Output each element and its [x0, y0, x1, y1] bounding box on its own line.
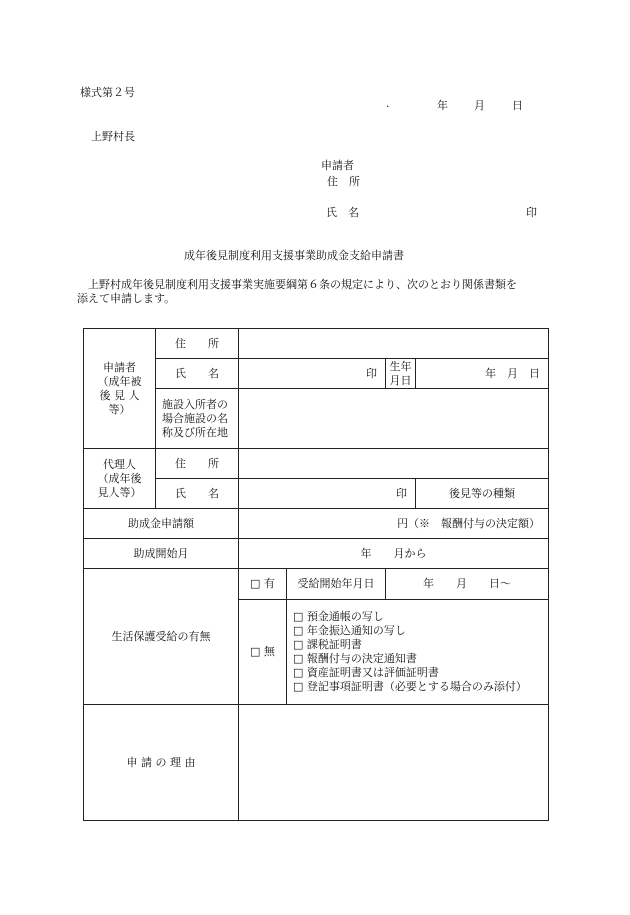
application-table [83, 328, 549, 821]
birthdate-field[interactable]: 年 月 日 [416, 359, 549, 389]
reason-label: 申 請 の 理 由 [84, 705, 239, 821]
addressee: 上野村長 [91, 130, 135, 143]
welfare-no-checkbox[interactable]: □ 無 [239, 600, 287, 705]
applicant-seal: 印 [526, 206, 537, 219]
document-item[interactable]: □ 課税証明書 [293, 638, 362, 651]
applicant-name-field[interactable] [239, 359, 386, 389]
facility-field[interactable] [239, 389, 549, 449]
applicant-address-field[interactable] [239, 329, 549, 359]
agent-name-cell-label: 氏 名 [156, 479, 239, 509]
grant-start-label: 助成開始月 [84, 539, 239, 569]
welfare-label: 生活保護受給の有無 [84, 569, 239, 705]
applicant-label: 申請者 [321, 159, 354, 172]
document-item[interactable]: □ 預金通帳の写し [293, 610, 384, 623]
date-day: 日 [512, 99, 523, 112]
body-text-line2: 添えて申請します。 [77, 292, 176, 305]
benefit-start-label: 受給開始年月日 [287, 569, 386, 600]
document-item[interactable]: □ 年金振込通知の写し [293, 624, 406, 637]
applicant-group-label: 申請者 （成年被 後 見 人 等） [84, 329, 156, 449]
welfare-yes-checkbox[interactable]: □ 有 [239, 569, 287, 600]
applicant-name-cell-label: 氏 名 [156, 359, 239, 389]
grant-amount-field[interactable]: 円（※ 報酬付与の決定額） [239, 509, 549, 539]
applicant-address-label: 住 所 [327, 175, 360, 188]
applicant-name-label: 氏 名 [326, 206, 359, 219]
form-title: 成年後見制度利用支援事業助成金支給申請書 [184, 249, 404, 262]
date-year: 年 [437, 99, 448, 112]
body-text-line1: 上野村成年後見制度利用支援事業実施要綱第６条の規定により、次のとおり関係書類を [88, 278, 517, 291]
document-item[interactable]: □ 資産証明書又は評価証明書 [293, 666, 439, 679]
document-checklist [287, 600, 549, 705]
document-item[interactable]: □ 報酬付与の決定通知書 [293, 652, 417, 665]
grant-amount-label: 助成金申請額 [84, 509, 239, 539]
guardian-type-label: 後見等の種類 [416, 479, 549, 509]
applicant-seal-mark: 印 [366, 366, 377, 380]
agent-name-field[interactable] [239, 479, 416, 509]
agent-address-cell-label: 住 所 [156, 449, 239, 479]
agent-group-label: 代理人 （成年後 見人等） [84, 449, 156, 509]
birthdate-label: 生年月日 [386, 359, 416, 389]
date-dot: . [386, 97, 390, 110]
facility-label: 施設入所者の 場合施設の名 称及び所在地 [156, 389, 239, 449]
date-month: 月 [474, 99, 485, 112]
agent-address-field[interactable] [239, 449, 549, 479]
applicant-address-cell-label: 住 所 [156, 329, 239, 359]
benefit-start-field[interactable]: 年 月 日～ [386, 569, 549, 600]
form-number: 様式第２号 [80, 86, 135, 99]
document-item[interactable]: □ 登記事項証明書（必要とする場合のみ添付） [293, 680, 527, 693]
reason-field[interactable] [239, 705, 549, 821]
agent-seal-mark: 印 [396, 486, 407, 500]
grant-start-field[interactable]: 年 月から [239, 539, 549, 569]
